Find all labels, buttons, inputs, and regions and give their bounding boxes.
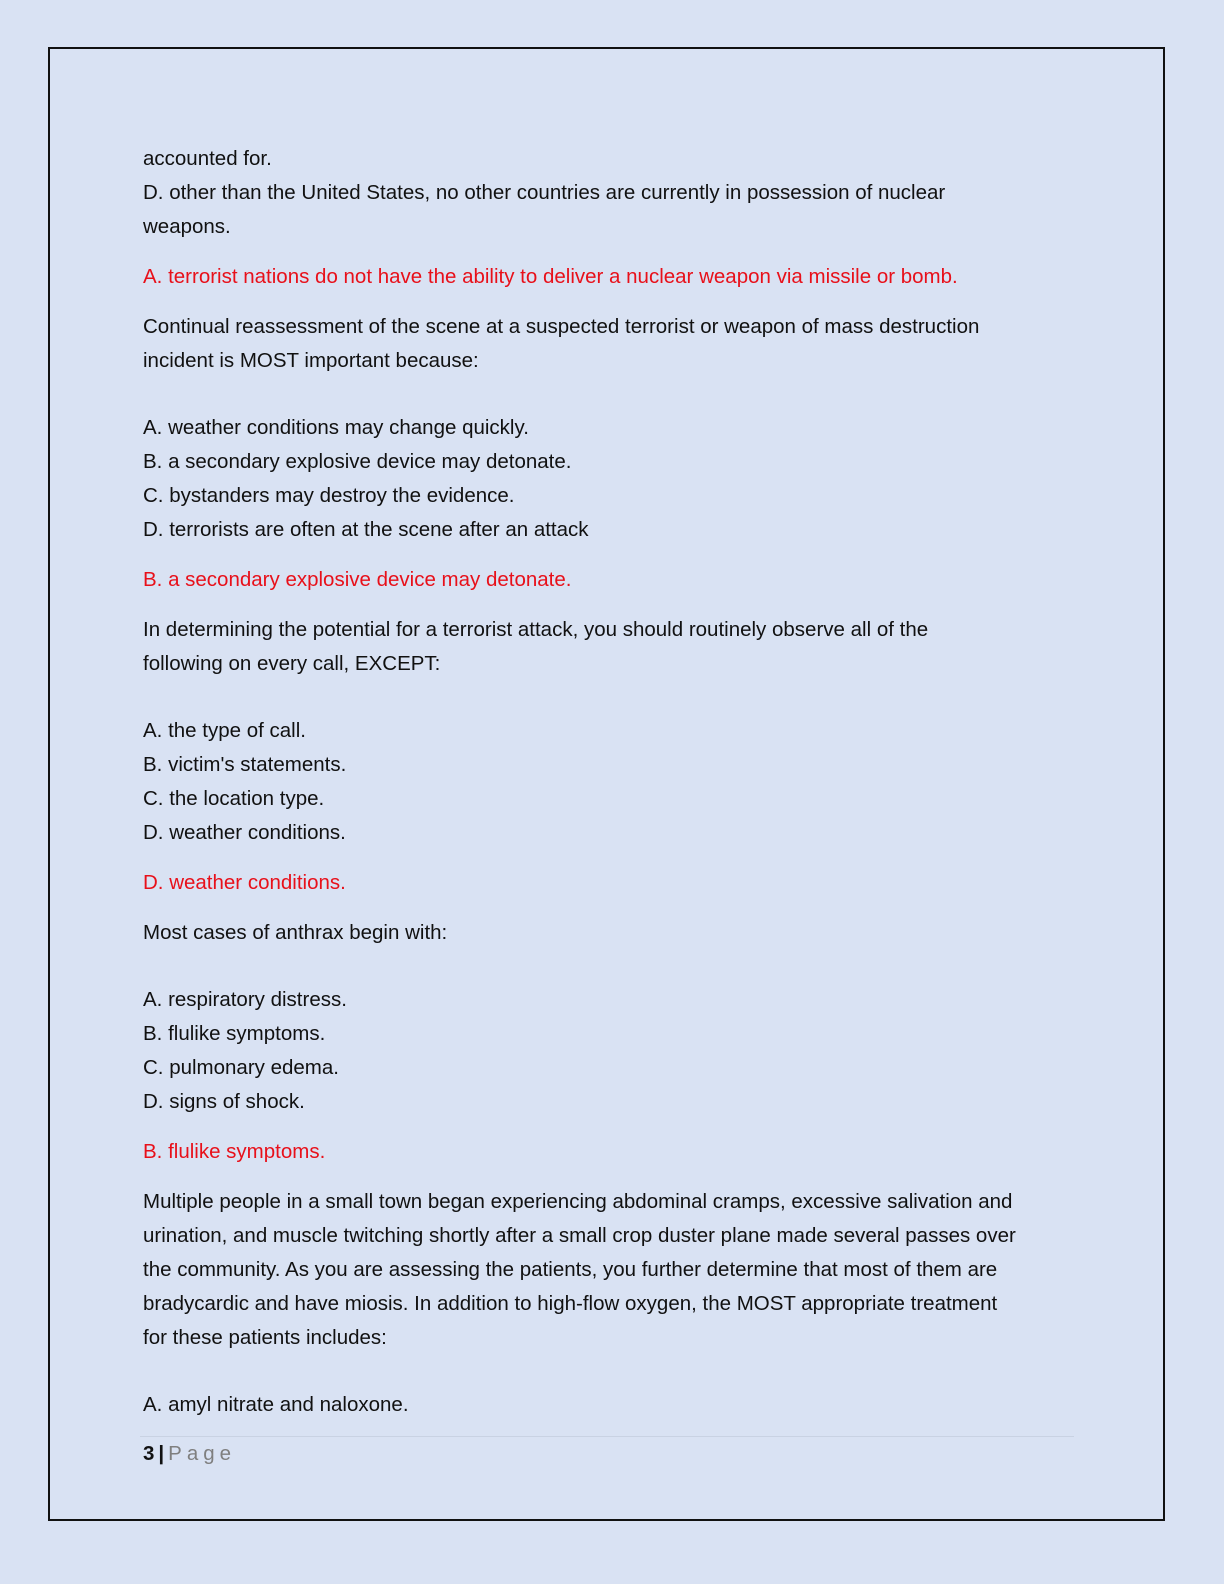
question-stem: In determining the potential for a terrorist attack, you should routinely observe all of the <box>143 618 929 641</box>
footer-divider <box>140 1436 1074 1437</box>
page-number: 3 <box>143 1442 155 1465</box>
answer-line: A. terrorist nations do not have the ability to deliver a nuclear weapon via missile or bomb. <box>143 265 958 288</box>
answer-option: D. signs of shock. <box>143 1090 305 1113</box>
answer-line: D. weather conditions. <box>143 871 346 894</box>
question-stem: urination, and muscle twitching shortly after a small crop duster plane made several passes over <box>143 1224 1016 1247</box>
question-stem: Continual reassessment of the scene at a suspected terrorist or weapon of mass destruction <box>143 315 980 338</box>
answer-option: D. weather conditions. <box>143 821 346 844</box>
answer-option: B. victim's statements. <box>143 753 347 776</box>
question-stem: incident is MOST important because: <box>143 349 479 372</box>
question-stem: Most cases of anthrax begin with: <box>143 921 448 944</box>
answer-option: A. amyl nitrate and naloxone. <box>143 1393 409 1416</box>
answer-line: B. flulike symptoms. <box>143 1140 326 1163</box>
answer-option: B. flulike symptoms. <box>143 1022 326 1045</box>
answer-option: A. weather conditions may change quickly. <box>143 416 529 439</box>
continuation-line: accounted for. <box>143 147 272 170</box>
footer-separator: | <box>158 1442 165 1465</box>
page-content <box>143 142 1083 1422</box>
answer-option: A. respiratory distress. <box>143 988 347 1011</box>
answer-option: C. pulmonary edema. <box>143 1056 339 1079</box>
answer-option: C. the location type. <box>143 787 325 810</box>
question-stem: Multiple people in a small town began experiencing abdominal cramps, excessive salivation and <box>143 1190 1013 1213</box>
answer-line: B. a secondary explosive device may detonate. <box>143 568 572 591</box>
answer-option: D. terrorists are often at the scene after an attack <box>143 518 589 541</box>
question-stem: the community. As you are assessing the patients, you further determine that most of them are <box>143 1258 998 1281</box>
answer-option: A. the type of call. <box>143 719 306 742</box>
question-stem: bradycardic and have miosis. In addition to high-flow oxygen, the MOST appropriate treatment <box>143 1292 998 1315</box>
page-label: Page <box>168 1442 237 1465</box>
page-footer <box>143 1438 236 1470</box>
answer-option: C. bystanders may destroy the evidence. <box>143 484 515 507</box>
question-stem: for these patients includes: <box>143 1326 387 1349</box>
option-d-line-1: D. other than the United States, no other countries are currently in possession of nuclear <box>143 181 946 204</box>
question-stem: following on every call, EXCEPT: <box>143 652 441 675</box>
answer-option: B. a secondary explosive device may detonate. <box>143 450 572 473</box>
option-d-line-2: weapons. <box>143 215 231 238</box>
